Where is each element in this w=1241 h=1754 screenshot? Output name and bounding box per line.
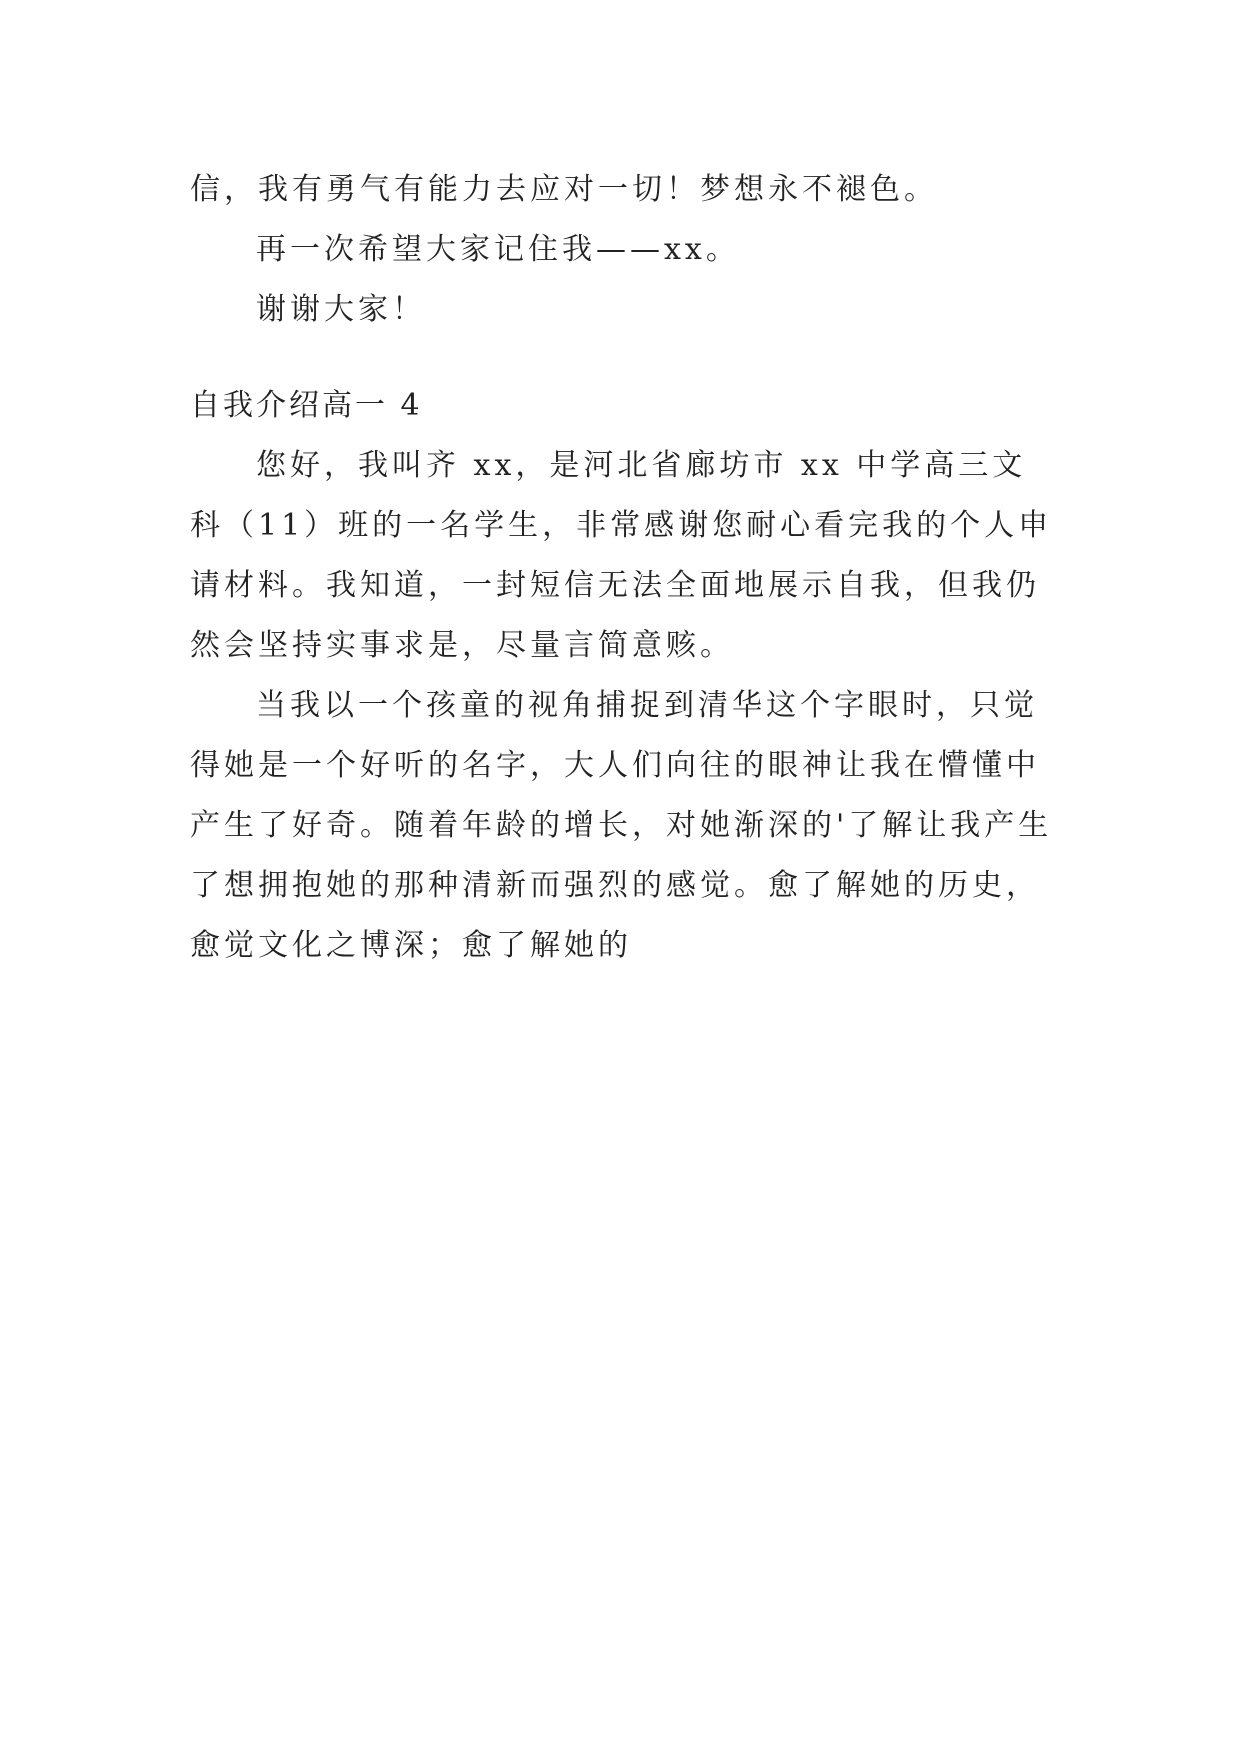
- paragraph-introduction: 您好，我叫齐 xx，是河北省廊坊市 xx 中学高三文科（11）班的一名学生，非常感谢您耐心看完我的个人申请材料。我知道，一封短信无法全面地展示自我，但我仍然会坚持实事求是，尽量言简意赅。: [190, 448, 1053, 663]
- paragraph-thanks: 谢谢大家！: [256, 292, 426, 327]
- document-body: [190, 160, 1060, 976]
- section-title: 自我介绍高一 4: [190, 388, 423, 423]
- paragraph-remember-me: 再一次希望大家记住我——xx。: [256, 232, 740, 267]
- paragraph-tsinghua: 当我以一个孩童的视角捕捉到清华这个字眼时，只觉得她是一个好听的名字，大人们向往的眼神让我在懵懂中产生了好奇。随着年龄的增长，对她渐深的'了解让我产生了想拥抱她的那种清新而强烈的感觉。愈了解她的历史，愈觉文化之博深；愈了解她的: [190, 688, 1053, 963]
- paragraph-continuation: 信，我有勇气有能力去应对一切！梦想永不褪色。: [190, 172, 938, 207]
